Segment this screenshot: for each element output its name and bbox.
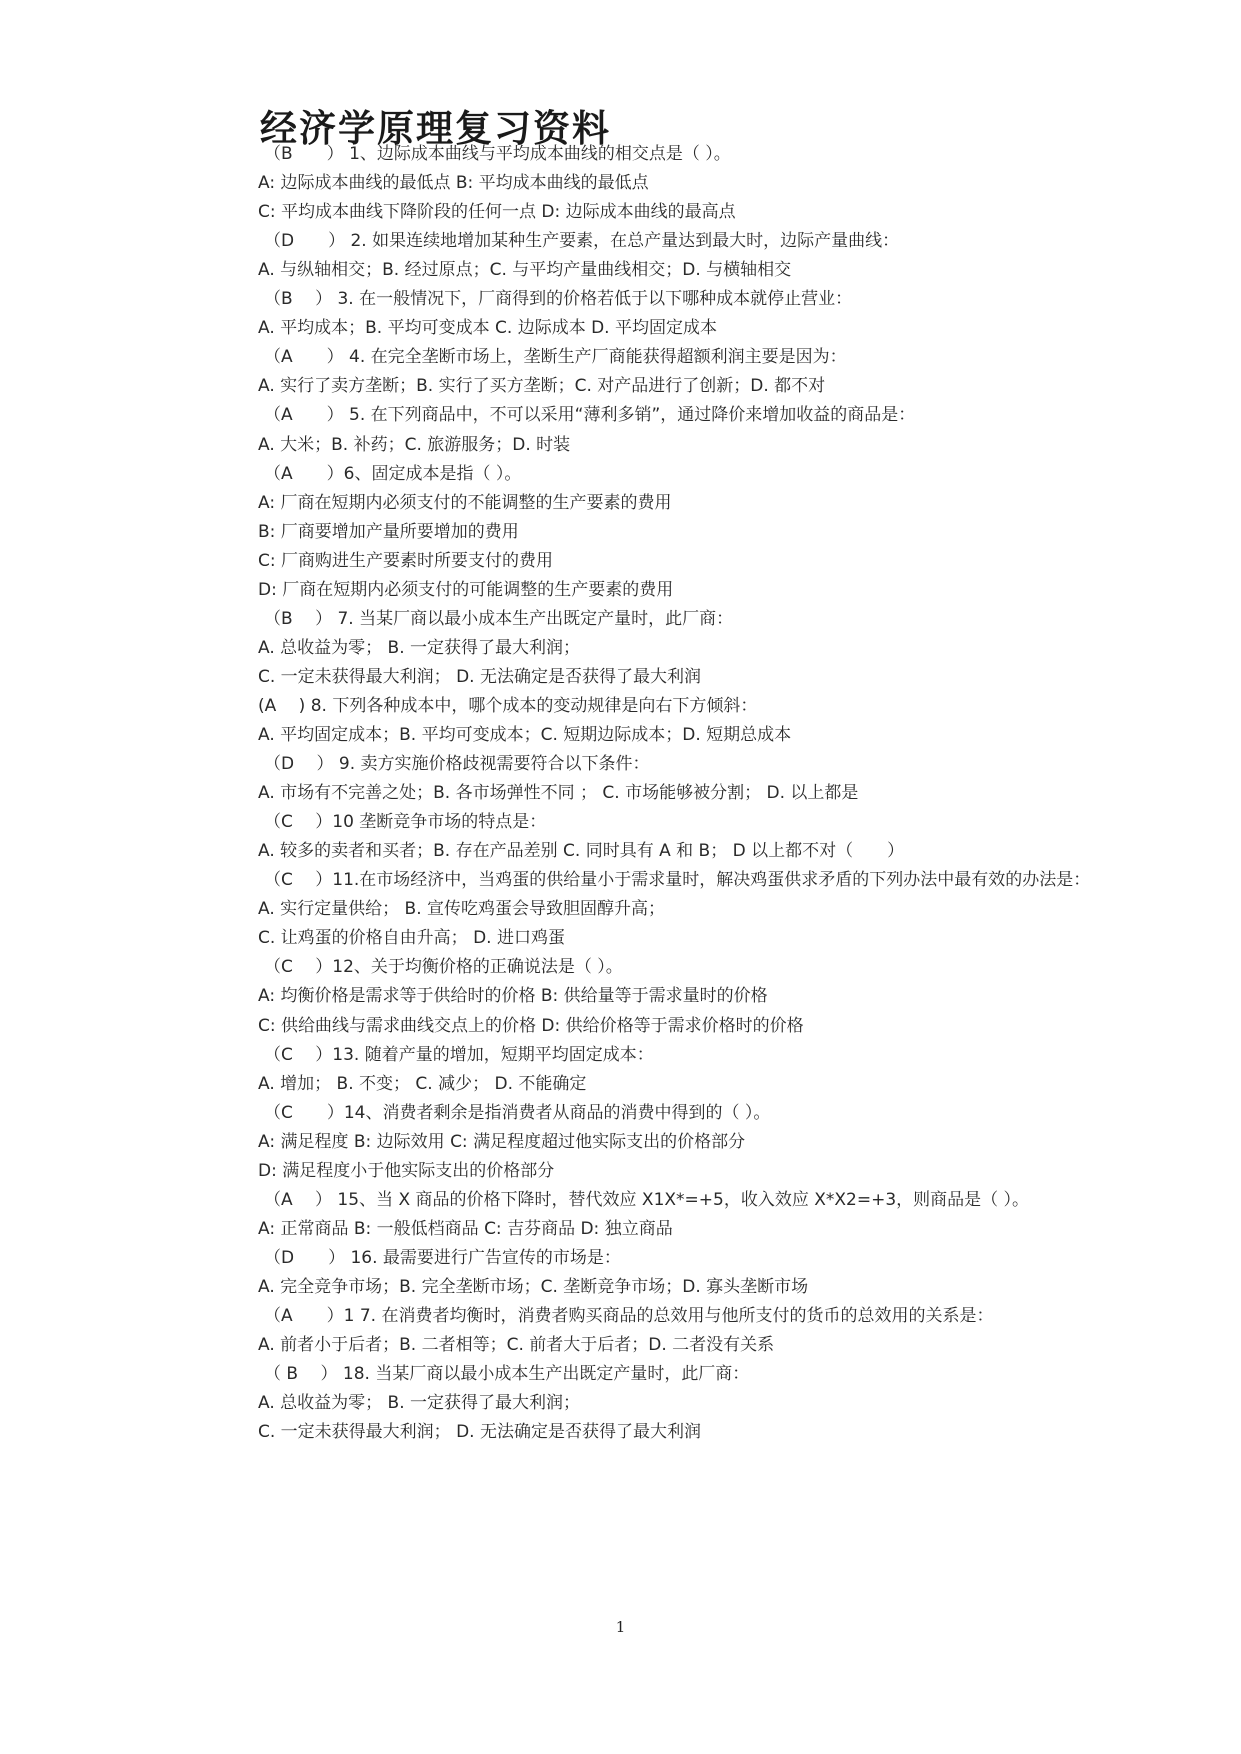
document-line	[0, 926, 1241, 950]
document-line	[0, 984, 1241, 1008]
document-line	[0, 1246, 1241, 1270]
document-line	[0, 1101, 1241, 1125]
line-text: （D ） 16. 最需要进行广告宣传的市场是：	[264, 1248, 621, 1268]
line-text: （B ） 1、边际成本曲线与平均成本曲线的相交点是（ ）。	[264, 144, 731, 164]
document-line	[0, 636, 1241, 660]
document-line	[0, 142, 1241, 166]
line-text: A. 实行定量供给； B. 宣传吃鸡蛋会导致胆固醇升高；	[258, 899, 666, 919]
line-text: （C ）14、消费者剩余是指消费者从商品的消费中得到的（ ）。	[264, 1103, 771, 1123]
line-text: B: 厂商要增加产量所要增加的费用	[258, 522, 519, 542]
document-line	[0, 839, 1241, 863]
line-text: C. 一定未获得最大利润； D. 无法确定是否获得了最大利润	[258, 1422, 701, 1442]
document-line	[0, 316, 1241, 340]
line-text: （A ）6、固定成本是指（ ）。	[264, 464, 522, 484]
line-text: C: 平均成本曲线下降阶段的任何一点 D: 边际成本曲线的最高点	[258, 202, 736, 222]
document-line	[0, 665, 1241, 689]
document-line	[0, 462, 1241, 486]
line-text: （A ）1 7. 在消费者均衡时，消费者购买商品的总效用与他所支付的货币的总效用的关系是：	[264, 1306, 994, 1326]
line-text: （D ） 2. 如果连续地增加某种生产要素，在总产量达到最大时，边际产量曲线：	[264, 231, 900, 251]
document-line	[0, 403, 1241, 427]
document-line	[0, 1275, 1241, 1299]
document-line	[0, 810, 1241, 834]
line-text: A. 较多的卖者和买者；B. 存在产品差别 C. 同时具有 A 和 B； D 以上都不对（ ）	[258, 841, 905, 861]
document-line	[0, 520, 1241, 544]
line-text: C. 一定未获得最大利润； D. 无法确定是否获得了最大利润	[258, 667, 701, 687]
line-text: A: 厂商在短期内必须支付的不能调整的生产要素的费用	[258, 493, 672, 513]
line-text: C. 让鸡蛋的价格自由升高； D. 进口鸡蛋	[258, 928, 565, 948]
line-text: （C ）12、关于均衡价格的正确说法是（ ）。	[264, 957, 623, 977]
document-line	[0, 433, 1241, 457]
line-text: (A ) 8. 下列各种成本中，哪个成本的变动规律是向右下方倾斜：	[258, 696, 758, 716]
line-text: （A ） 4. 在完全垄断市场上，垄断生产厂商能获得超额利润主要是因为：	[264, 347, 847, 367]
line-text: A. 完全竞争市场；B. 完全垄断市场；C. 垄断竞争市场；D. 寡头垄断市场	[258, 1277, 809, 1297]
document-line	[0, 955, 1241, 979]
line-text: A. 与纵轴相交；B. 经过原点；C. 与平均产量曲线相交；D. 与横轴相交	[258, 260, 792, 280]
document-line	[0, 1043, 1241, 1067]
line-text: D: 满足程度小于他实际支出的价格部分	[258, 1161, 555, 1181]
line-text: C: 厂商购进生产要素时所要支付的费用	[258, 551, 554, 571]
document-line	[0, 578, 1241, 602]
document-line	[0, 549, 1241, 573]
document-line	[0, 491, 1241, 515]
document-line	[0, 1362, 1241, 1386]
document-line	[0, 607, 1241, 631]
line-text: A. 平均固定成本；B. 平均可变成本；C. 短期边际成本；D. 短期总成本	[258, 725, 792, 745]
line-text: A. 前者小于后者；B. 二者相等；C. 前者大于后者；D. 二者没有关系	[258, 1335, 775, 1355]
document-line	[0, 258, 1241, 282]
document-line	[0, 171, 1241, 195]
line-text: （C ）11.在市场经济中，当鸡蛋的供给量小于需求量时，解决鸡蛋供求矛盾的下列办法中最有效的办法是：	[264, 870, 1091, 890]
document-title: 经济学原理复习资料	[260, 106, 611, 150]
document-line	[0, 374, 1241, 398]
line-text: A: 满足程度 B: 边际效用 C: 满足程度超过他实际支出的价格部分	[258, 1132, 746, 1152]
document-line	[0, 1188, 1241, 1212]
document-line	[0, 229, 1241, 253]
line-text: （A ） 5. 在下列商品中，不可以采用“薄利多销”，通过降价来增加收益的商品是：	[264, 405, 916, 425]
line-text: A. 大米；B. 补药；C. 旅游服务；D. 时装	[258, 435, 571, 455]
document-line	[0, 1420, 1241, 1444]
line-text: A: 均衡价格是需求等于供给时的价格 B: 供给量等于需求量时的价格	[258, 986, 768, 1006]
page-number: 1	[615, 1618, 626, 1636]
line-text: （D ） 9. 卖方实施价格歧视需要符合以下条件：	[264, 754, 650, 774]
document-line	[0, 723, 1241, 747]
line-text: A. 市场有不完善之处；B. 各市场弹性不同 ； C. 市场能够被分割； D. 以上都是	[258, 783, 859, 803]
document-line	[0, 781, 1241, 805]
document-line	[0, 694, 1241, 718]
document-line	[0, 345, 1241, 369]
line-text: （ B ） 18. 当某厂商以最小成本生产出既定产量时，此厂商：	[264, 1364, 750, 1384]
document-line	[0, 1130, 1241, 1154]
line-text: （B ） 7. 当某厂商以最小成本生产出既定产量时，此厂商：	[264, 609, 734, 629]
line-text: （C ）10 垄断竞争市场的特点是：	[264, 812, 547, 832]
line-text: A. 总收益为零； B. 一定获得了最大利润；	[258, 1393, 581, 1413]
line-text: A: 边际成本曲线的最低点 B: 平均成本曲线的最低点	[258, 173, 649, 193]
line-text: A: 正常商品 B: 一般低档商品 C: 吉芬商品 D: 独立商品	[258, 1219, 673, 1239]
line-text: C: 供给曲线与需求曲线交点上的价格 D: 供给价格等于需求价格时的价格	[258, 1016, 804, 1036]
document-line	[0, 1072, 1241, 1096]
document-line	[0, 897, 1241, 921]
line-text: A. 增加； B. 不变； C. 减少； D. 不能确定	[258, 1074, 587, 1094]
line-text: A. 总收益为零； B. 一定获得了最大利润；	[258, 638, 581, 658]
line-text: D: 厂商在短期内必须支付的可能调整的生产要素的费用	[258, 580, 674, 600]
document-line	[0, 752, 1241, 776]
line-text: A. 实行了卖方垄断；B. 实行了买方垄断；C. 对产品进行了创新；D. 都不对	[258, 376, 826, 396]
document-line	[0, 868, 1241, 892]
document-line	[0, 1333, 1241, 1357]
document-line	[0, 1014, 1241, 1038]
document-line	[0, 200, 1241, 224]
line-text: A. 平均成本；B. 平均可变成本 C. 边际成本 D. 平均固定成本	[258, 318, 717, 338]
document-line	[0, 1391, 1241, 1415]
document-line	[0, 1217, 1241, 1241]
line-text: （C ）13. 随着产量的增加，短期平均固定成本：	[264, 1045, 654, 1065]
document-line	[0, 287, 1241, 311]
document-line	[0, 1159, 1241, 1183]
document-line	[0, 1304, 1241, 1328]
line-text: （B ） 3. 在一般情况下，厂商得到的价格若低于以下哪种成本就停止营业：	[264, 289, 853, 309]
line-text: （A ） 15、当 X 商品的价格下降时，替代效应 X1X*=+5，收入效应 X*X2=+3，则商品是（ ）。	[264, 1190, 1030, 1210]
